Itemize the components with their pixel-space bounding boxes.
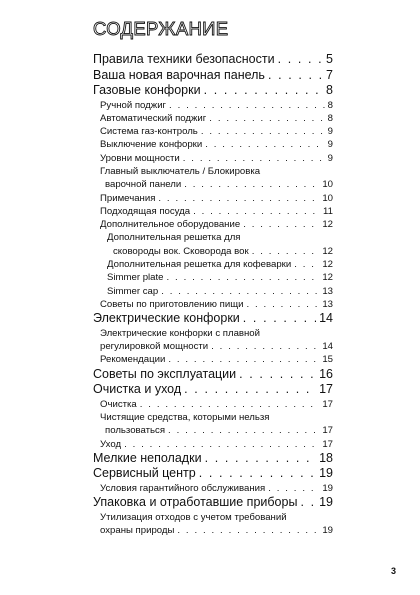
dot-leader [167, 271, 320, 284]
toc-entry[interactable] [93, 311, 333, 327]
toc-entry-label: Утилизация отходов с учетом требований [100, 511, 287, 523]
toc-entry[interactable] [93, 411, 333, 424]
dot-leader [246, 298, 319, 311]
toc-entry[interactable] [93, 205, 333, 218]
table-of-contents [93, 52, 333, 537]
toc-entry-label: Главный выключатель / Блокировка [100, 165, 261, 177]
dot-leader [239, 367, 316, 383]
toc-entry-page: 15 [322, 354, 333, 366]
dot-leader [184, 178, 319, 191]
toc-entry-page: 14 [319, 311, 333, 326]
dot-leader [278, 52, 323, 68]
toc-entry-page: 18 [319, 450, 333, 465]
toc-entry[interactable] [93, 398, 333, 411]
toc-entry[interactable] [93, 340, 333, 353]
toc-entry-page: 11 [323, 205, 333, 217]
dot-leader [193, 205, 320, 218]
toc-entry-label: Электрические конфорки [93, 311, 240, 326]
toc-entry[interactable] [93, 482, 333, 495]
toc-entry[interactable] [93, 271, 333, 284]
toc-entry[interactable] [93, 218, 333, 231]
toc-entry-label: Газовые конфорки [93, 83, 201, 97]
toc-entry[interactable] [93, 165, 333, 178]
toc-entry-page: 19 [322, 482, 333, 494]
toc-entry-label: Сервисный центр [93, 466, 196, 481]
dot-leader [168, 353, 319, 366]
toc-entry[interactable] [93, 451, 333, 467]
toc-entry-label: Рекомендации [100, 354, 166, 366]
toc-entry[interactable] [93, 285, 333, 298]
toc-entry-label: регулировкой мощности [100, 341, 209, 353]
toc-entry-page: 8 [327, 112, 333, 124]
toc-entry-label: Условия гарантийного обслуживания [100, 482, 266, 494]
page-title: СОДЕРЖАНИЕ [93, 18, 229, 39]
toc-entry[interactable] [93, 192, 333, 205]
toc-entry-page: 5 [326, 52, 333, 66]
toc-entry-label: Выключение конфорки [100, 139, 203, 151]
toc-entry-page: 9 [327, 152, 333, 164]
toc-entry[interactable] [93, 52, 333, 68]
dot-leader [201, 125, 325, 138]
toc-entry-label: Примечания [100, 192, 156, 204]
toc-entry-page: 10 [322, 179, 333, 191]
toc-entry[interactable] [93, 511, 333, 524]
dot-leader [205, 451, 317, 467]
toc-entry-label: Правила техники безопасности [93, 52, 275, 66]
toc-entry-label: Советы по эксплуатации [93, 366, 237, 381]
toc-entry[interactable] [93, 178, 333, 191]
toc-entry[interactable] [93, 245, 333, 258]
toc-entry-label: Система газ-контроль [100, 126, 198, 138]
toc-entry[interactable] [93, 68, 333, 84]
toc-entry-page: 9 [327, 139, 333, 151]
dot-leader [183, 152, 325, 165]
toc-entry-page: 12 [322, 272, 333, 284]
toc-entry-label: Чистящие средства, которыми нельзя [100, 411, 270, 423]
toc-entry[interactable] [93, 524, 333, 537]
toc-entry-label: Simmer plate [107, 272, 164, 284]
toc-entry-page: 19 [322, 524, 333, 536]
toc-entry[interactable] [93, 424, 333, 437]
toc-entry[interactable] [93, 327, 333, 340]
toc-entry[interactable] [93, 298, 333, 311]
toc-entry-label: варочной панели [105, 179, 182, 191]
toc-entry-page: 17 [319, 382, 333, 397]
dot-leader [211, 340, 319, 353]
toc-entry[interactable] [93, 112, 333, 125]
toc-entry-label: Мелкие неполадки [93, 450, 202, 465]
toc-entry-page: 13 [322, 298, 333, 310]
toc-entry-label: Очистка [100, 398, 137, 410]
toc-entry-page: 12 [322, 259, 333, 271]
dot-leader [168, 424, 319, 437]
toc-entry-page: 16 [319, 366, 333, 381]
toc-entry-page: 10 [322, 192, 333, 204]
dot-leader [140, 398, 320, 411]
dot-leader [205, 138, 324, 151]
toc-entry[interactable] [93, 353, 333, 366]
toc-entry-page: 19 [319, 495, 333, 510]
toc-entry-label: сковороды вок. Сковорода вок [113, 245, 249, 257]
toc-entry-label: Дополнительная решетка для [107, 232, 241, 244]
toc-entry[interactable] [93, 367, 333, 383]
dot-leader [243, 218, 319, 231]
toc-entry[interactable] [93, 382, 333, 398]
page-number: 3 [391, 566, 397, 576]
toc-entry-page: 17 [322, 438, 333, 450]
dot-leader [177, 524, 319, 537]
toc-entry-page: 7 [326, 67, 333, 82]
toc-entry-label: Подходящая посуда [100, 205, 191, 217]
toc-entry[interactable] [93, 495, 333, 511]
toc-entry-label: Советы по приготовлению пищи [100, 298, 244, 310]
dot-leader [124, 438, 319, 451]
toc-entry-page: 8 [326, 83, 333, 97]
dot-leader [204, 83, 323, 99]
toc-entry-page: 12 [322, 245, 333, 257]
dot-leader [252, 245, 320, 258]
toc-entry[interactable] [93, 125, 333, 138]
toc-entry-label: охраны природы [100, 524, 175, 536]
toc-entry[interactable] [93, 99, 333, 112]
toc-entry[interactable] [93, 83, 333, 99]
dot-leader [199, 466, 316, 482]
toc-entry-page: 9 [327, 126, 333, 138]
dot-leader [268, 68, 323, 84]
toc-entry[interactable] [93, 231, 333, 244]
toc-entry-page: 17 [322, 398, 333, 410]
dot-leader [184, 382, 316, 398]
toc-entry[interactable] [93, 258, 333, 271]
toc-entry-label: Дополнительная решетка для кофеварки [107, 259, 292, 271]
toc-entry[interactable] [93, 438, 333, 451]
toc-entry-page: 19 [319, 466, 333, 481]
toc-entry[interactable] [93, 466, 333, 482]
dot-leader [268, 482, 319, 495]
toc-entry-page: 14 [322, 341, 333, 353]
toc-entry[interactable] [93, 138, 333, 151]
toc-entry-label: Очистка и уход [93, 382, 182, 397]
toc-entry-label: Упаковка и отработавшие приборы [93, 495, 298, 510]
toc-entry-label: Ваша новая варочная панель [93, 67, 265, 82]
toc-entry-page: 8 [327, 99, 333, 111]
toc-entry-page: 12 [322, 219, 333, 231]
toc-entry-page: 17 [322, 425, 333, 437]
toc-entry-page: 13 [322, 285, 333, 297]
toc-entry-label: пользоваться [105, 425, 166, 437]
toc-entry-label: Уровни мощности [100, 152, 180, 164]
toc-entry[interactable] [93, 152, 333, 165]
dot-leader [209, 112, 324, 125]
dot-leader [294, 258, 319, 271]
dot-leader [169, 99, 325, 112]
toc-entry-label: Ручной поджиг [100, 99, 167, 111]
dot-leader [161, 285, 319, 298]
toc-entry-label: Электрические конфорки с плавной [100, 327, 260, 339]
toc-entry-label: Уход [100, 438, 122, 450]
dot-leader [243, 311, 316, 327]
toc-entry-label: Автоматический поджиг [100, 112, 207, 124]
dot-leader [158, 192, 319, 205]
toc-entry-label: Simmer cap [107, 285, 159, 297]
dot-leader [300, 495, 316, 511]
toc-entry-label: Дополнительное оборудование [100, 219, 241, 231]
